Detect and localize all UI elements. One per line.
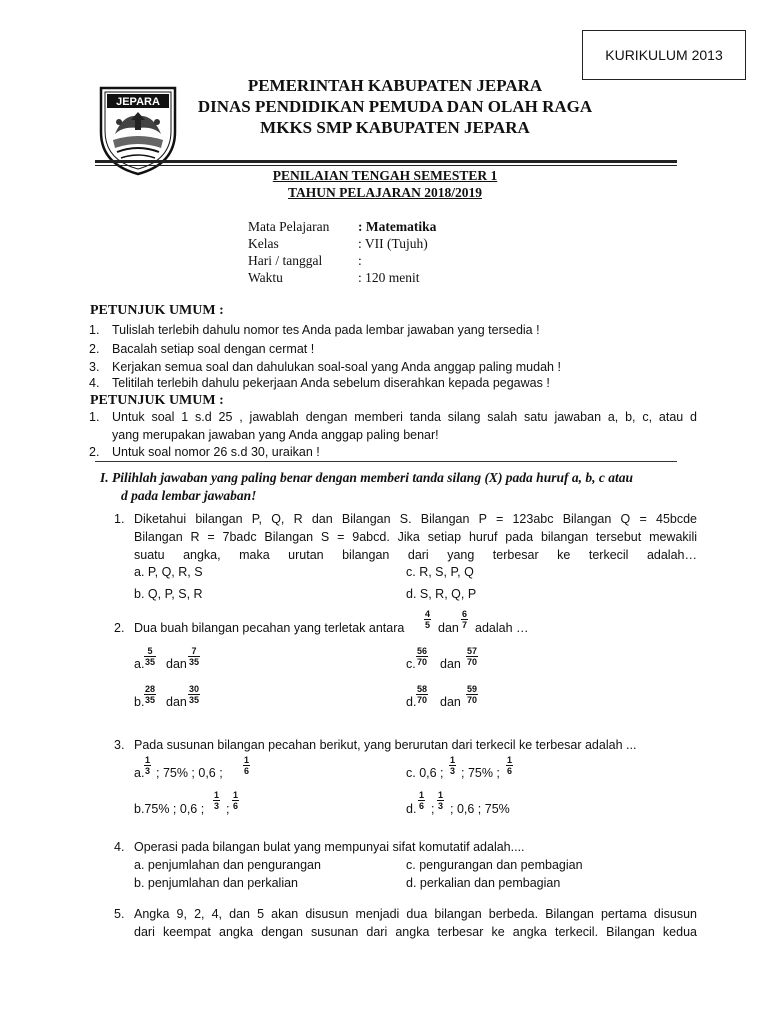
option-label: a.	[134, 657, 145, 671]
question-3-text: Pada susunan bilangan pecahan berikut, yang berurutan dari terkecil ke terbesar adalah ...	[134, 738, 637, 752]
fraction: $\frac{4}{5}$	[425, 609, 431, 630]
curriculum-badge: KURIKULUM 2013	[582, 30, 746, 80]
option-a[interactable]: a. P, Q, R, S	[134, 565, 203, 579]
logo-text: JEPARA	[116, 96, 160, 108]
fraction: $\frac{1}{3}$	[145, 755, 151, 776]
info-value-class: : VII (Tujuh)	[358, 236, 428, 251]
instruction-number: 1.	[89, 410, 100, 424]
section-instruction-line-1: I. Pilihlah jawaban yang paling benar dengan memberi tanda silang (X) pada huruf a, b, c atau	[100, 470, 633, 485]
fraction: $\frac{28}{35}$	[145, 684, 156, 705]
question-1-line-3: suatu angka, maka urutan bilangan dari yang terbesar ke terkecil adalah…	[134, 548, 697, 562]
fraction: $\frac{59}{70}$	[467, 684, 478, 705]
exam-title: PENILAIAN TENGAH SEMESTER 1	[272, 168, 498, 183]
fraction: $\frac{57}{70}$	[467, 646, 478, 667]
option-d[interactable]: d. S, R, Q, P	[406, 587, 477, 601]
instruction-item-4: Telitilah terlebih dahulu pekerjaan Anda sebelum diserahkan kepada pegawas !	[112, 376, 550, 390]
info-label-time: Waktu	[248, 270, 283, 285]
info-label-class: Kelas	[248, 236, 279, 251]
conjunction: dan	[166, 695, 187, 709]
instruction-2-item-1-line-2: yang merupakan jawaban yang Anda anggap paling benar!	[112, 428, 439, 442]
header-line-2: DINAS PENDIDIKAN PEMUDA DAN OLAH RAGA	[197, 97, 593, 116]
option-text: ; 75% ; 0,6 ;	[156, 766, 223, 780]
question-5-line-2: dari keempat angka dengan susunan dari angka terbesar ke angka terkecil. Bilangan kedua	[134, 925, 697, 939]
fraction: $\frac{1}{6}$	[507, 755, 513, 776]
option-b[interactable]: b. Q, P, S, R	[134, 587, 203, 601]
fraction: $\frac{1}{3}$	[450, 755, 456, 776]
question-1-line-1: Diketahui bilangan P, Q, R dan Bilangan S. Bilangan P = 123abc Bilangan Q = 45bcde	[134, 512, 697, 526]
question-4-text: Operasi pada bilangan bulat yang mempunyai sifat komutatif adalah....	[134, 840, 525, 854]
info-label-day: Hari / tanggal	[248, 253, 323, 268]
header-rule-thick	[95, 160, 677, 163]
instruction-number: 2.	[89, 342, 100, 356]
question-number: 4.	[114, 840, 125, 854]
option-label: d.	[406, 802, 417, 816]
conjunction: dan	[438, 621, 459, 635]
section-instruction-line-2: d pada lembar jawaban!	[121, 488, 257, 503]
question-2-text: Dua buah bilangan pecahan yang terletak antara	[134, 621, 405, 635]
conjunction: dan	[166, 657, 187, 671]
option-a[interactable]: a. penjumlahan dan pengurangan	[134, 858, 321, 872]
fraction: $\frac{1}{6}$	[233, 790, 239, 811]
question-5-line-1: Angka 9, 2, 4, dan 5 akan disusun menjadi dua bilangan berbeda. Bilangan pertama disusun	[134, 907, 697, 921]
conjunction: dan	[440, 695, 461, 709]
fraction: $\frac{1}{3}$	[438, 790, 444, 811]
info-value-day: :	[358, 253, 362, 268]
option-d[interactable]: d. perkalian dan pembagian	[406, 876, 561, 890]
question-number: 2.	[114, 621, 125, 635]
fraction: $\frac{30}{35}$	[189, 684, 200, 705]
option-label: a.	[134, 766, 145, 780]
instruction-item-1: Tulislah terlebih dahulu nomor tes Anda pada lembar jawaban yang tersedia !	[112, 323, 540, 337]
header-rule-thin	[95, 165, 677, 166]
instruction-2-item-1-line-1: Untuk soal 1 s.d 25 , jawablah dengan memberi tanda silang salah satu jawaban a, b, c, atau d	[112, 410, 697, 424]
instruction-2-item-2: Untuk soal nomor 26 s.d 30, uraikan !	[112, 445, 320, 459]
option-text: ; 0,6 ; 75%	[450, 802, 510, 816]
option-label: c.	[406, 657, 416, 671]
instruction-number: 4.	[89, 376, 100, 390]
instruction-number: 3.	[89, 360, 100, 374]
instructions-title-2: PETUNJUK UMUM :	[90, 393, 224, 408]
fraction: $\frac{1}{6}$	[244, 755, 250, 776]
option-c[interactable]: c. R, S, P, Q	[406, 565, 474, 579]
option-b[interactable]: b. penjumlahan dan perkalian	[134, 876, 299, 890]
fraction: $\frac{5}{35}$	[145, 646, 156, 667]
exam-year: TAHUN PELAJARAN 2018/2019	[287, 185, 482, 200]
fraction: $\frac{6}{7}$	[462, 609, 468, 630]
instructions-title-1: PETUNJUK UMUM :	[90, 303, 224, 318]
question-1-line-2: Bilangan R = 7badc Bilangan S = 9abcd. Jika setiap huruf pada bilangan tersebut mewakili	[134, 530, 697, 544]
instruction-item-2: Bacalah setiap soal dengan cermat !	[112, 342, 315, 356]
option-text: b.75% ; 0,6 ;	[134, 802, 205, 816]
fraction: $\frac{1}{3}$	[214, 790, 220, 811]
instruction-number: 2.	[89, 445, 100, 459]
header-line-1: PEMERINTAH KABUPATEN JEPARA	[247, 76, 543, 95]
separator: ;	[226, 802, 230, 816]
header-line-3: MKKS SMP KABUPATEN JEPARA	[260, 118, 530, 137]
separator: ;	[431, 802, 435, 816]
fraction: $\frac{56}{70}$	[417, 646, 428, 667]
instruction-item-3: Kerjakan semua soal dan dahulukan soal-soal yang Anda anggap paling mudah !	[112, 360, 561, 374]
conjunction: dan	[440, 657, 461, 671]
option-label: d.	[406, 695, 417, 709]
instruction-number: 1.	[89, 323, 100, 337]
question-number: 1.	[114, 512, 125, 526]
option-label: b.	[134, 695, 145, 709]
question-2-tail: adalah …	[475, 621, 529, 635]
fraction: $\frac{1}{6}$	[419, 790, 425, 811]
fraction: $\frac{58}{70}$	[417, 684, 428, 705]
info-value-subject: : Matematika	[358, 219, 437, 234]
option-text: c. 0,6 ;	[406, 766, 444, 780]
question-number: 3.	[114, 738, 125, 752]
info-value-time: : 120 menit	[358, 270, 420, 285]
option-text: ; 75% ;	[461, 766, 500, 780]
option-c[interactable]: c. pengurangan dan pembagian	[406, 858, 583, 872]
question-number: 5.	[114, 907, 125, 921]
fraction: $\frac{7}{35}$	[189, 646, 200, 667]
info-label-subject: Mata Pelajaran	[248, 219, 330, 234]
section-divider	[95, 461, 677, 462]
